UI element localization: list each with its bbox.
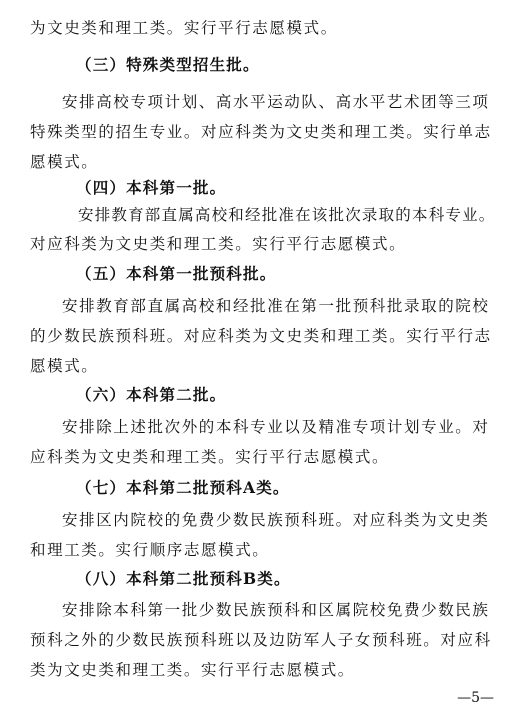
section-heading: （七）本科第二批预科A类。 [76, 478, 290, 497]
text-line: 类为文史类和理工类。实行平行志愿模式。 [30, 661, 355, 679]
section-heading: （六）本科第二批。 [76, 385, 227, 404]
section-heading: （五）本科第一批预科批。 [76, 264, 277, 283]
text-line: 的少数民族预科班。对应科类为文史类和理工类。实行平行志 [30, 327, 492, 345]
section-heading: （八）本科第二批预科B类。 [76, 569, 291, 588]
section-heading: （三）特殊类型招生批。 [76, 55, 260, 74]
text-line: 特殊类型的招生专业。对应科类为文史类和理工类。实行单志 [30, 123, 492, 141]
text-line: 应科类为文史类和理工类。实行平行志愿模式。 [30, 448, 390, 466]
text-line: 愿模式。 [30, 153, 99, 171]
text-line: 安排高校专项计划、高水平运动队、高水平艺术团等三项 [62, 93, 490, 111]
text-line: 安排除本科第一批少数民族预科和区属院校免费少数民族 [62, 601, 490, 619]
text-line: 安排教育部直属高校和经批准在第一批预科批录取的院校 [62, 297, 490, 315]
page-number: —5— [457, 690, 494, 706]
text-line: 愿模式。 [30, 357, 99, 375]
text-line: 对应科类为文史类和理工类。实行平行志愿模式。 [30, 235, 407, 253]
text-line: 安排教育部直属高校和经批准在该批次录取的本科专业。 [78, 206, 496, 224]
text-line: 安排除上述批次外的本科专业以及精准专项计划专业。对 [62, 418, 490, 436]
text-line: 和理工类。实行顺序志愿模式。 [30, 541, 270, 559]
text-line: 预科之外的少数民族预科班以及边防军人子女预科班。对应科 [30, 631, 492, 649]
text-line: 安排区内院校的免费少数民族预科班。对应科类为文史类 [62, 511, 490, 529]
section-heading: （四）本科第一批。 [76, 178, 227, 197]
text-line: 为文史类和理工类。实行平行志愿模式。 [30, 19, 338, 37]
